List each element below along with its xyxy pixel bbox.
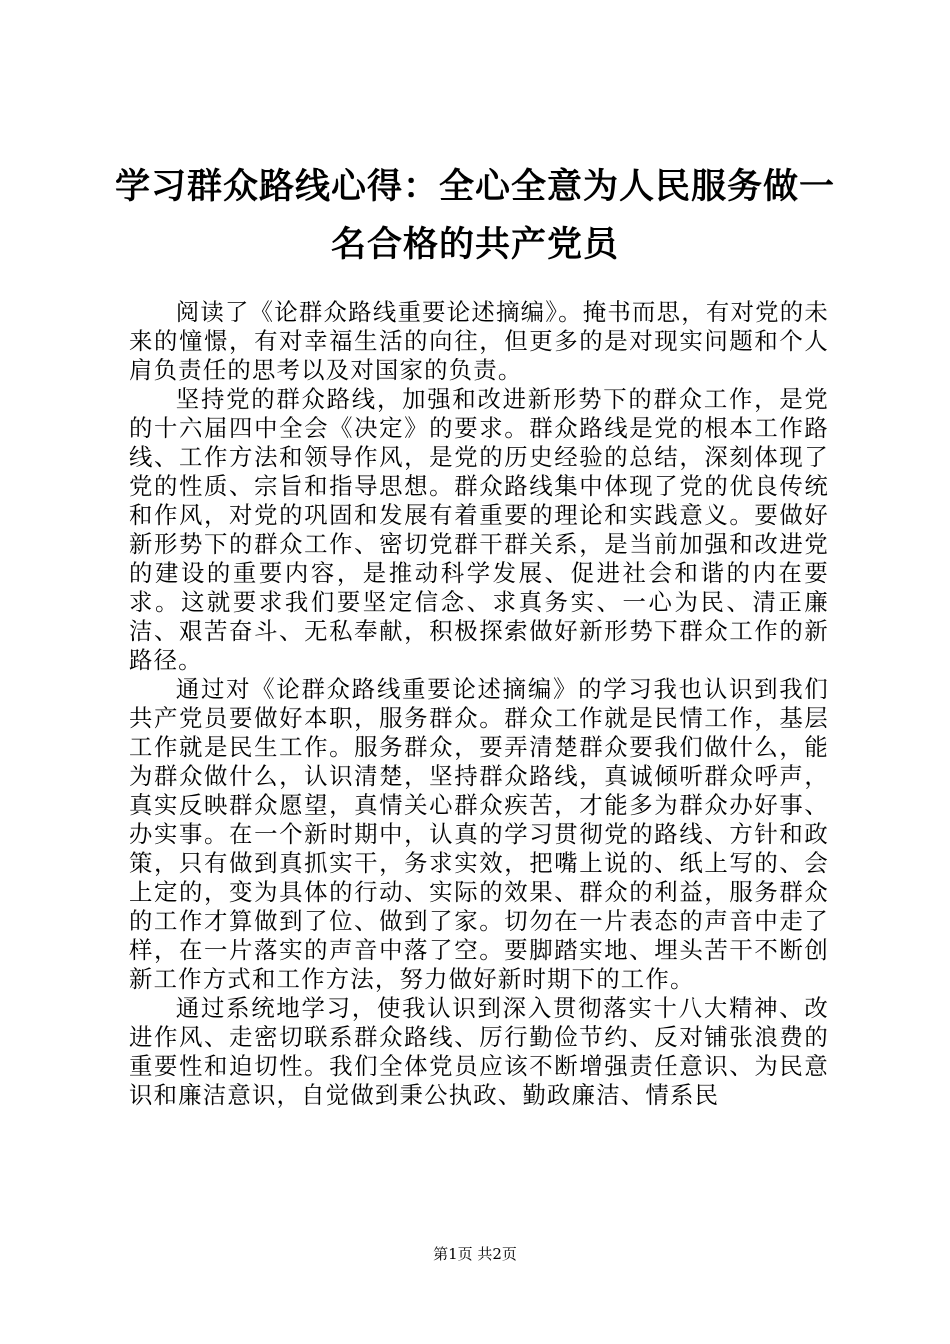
- document-title: 学习群众路线心得：全心全意为人民服务做一名合格的共产党员: [114, 167, 835, 265]
- paragraph-4: 通过系统地学习，使我认识到深入贯彻落实十八大精神、改进作风、走密切联系群众路线、厉行勤俭节约、反对铺张浪费的重要性和迫切性。我们全体党员应该不断增强责任意识、为民意识和廉洁意识，自觉做到秉公执政、勤政廉洁、情系民: [129, 994, 829, 1109]
- page-footer: 第1页 共2页: [433, 1245, 517, 1263]
- document-body: [129, 298, 829, 1110]
- paragraph-1: 阅读了《论群众路线重要论述摘编》。掩书而思，有对党的未来的憧憬，有对幸福生活的向往，但更多的是对现实问题和个人肩负责任的思考以及对国家的负责。: [129, 298, 829, 384]
- paragraph-3: 通过对《论群众路线重要论述摘编》的学习我也认识到我们共产党员要做好本职，服务群众。群众工作就是民情工作，基层工作就是民生工作。服务群众，要弄清楚群众要我们做什么，能为群众做什么，认识清楚，坚持群众路线，真诚倾听群众呼声，真实反映群众愿望，真情关心群众疾苦，才能多为群众办好事、办实事。在一个新时期中，认真的学习贯彻党的路线、方针和政策，只有做到真抓实干，务求实效，把嘴上说的、纸上写的、会上定的，变为具体的行动、实际的效果、群众的利益，服务群众的工作才算做到了位、做到了家。切勿在一片表态的声音中走了样，在一片落实的声音中落了空。要脚踏实地、埋头苦干不断创新工作方式和工作方法，努力做好新时期下的工作。: [129, 675, 829, 993]
- paragraph-2: 坚持党的群众路线，加强和改进新形势下的群众工作，是党的十六届四中全会《决定》的要求。群众路线是党的根本工作路线、工作方法和领导作风，是党的历史经验的总结，深刻体现了党的性质、宗旨和指导思想。群众路线集中体现了党的优良传统和作风，对党的巩固和发展有着重要的理论和实践意义。要做好新形势下的群众工作、密切党群干群关系，是当前加强和改进党的建设的重要内容，是推动科学发展、促进社会和谐的内在要求。这就要求我们要坚定信念、求真务实、一心为民、清正廉洁、艰苦奋斗、无私奉献，积极探索做好新形势下群众工作的新路径。: [129, 385, 829, 674]
